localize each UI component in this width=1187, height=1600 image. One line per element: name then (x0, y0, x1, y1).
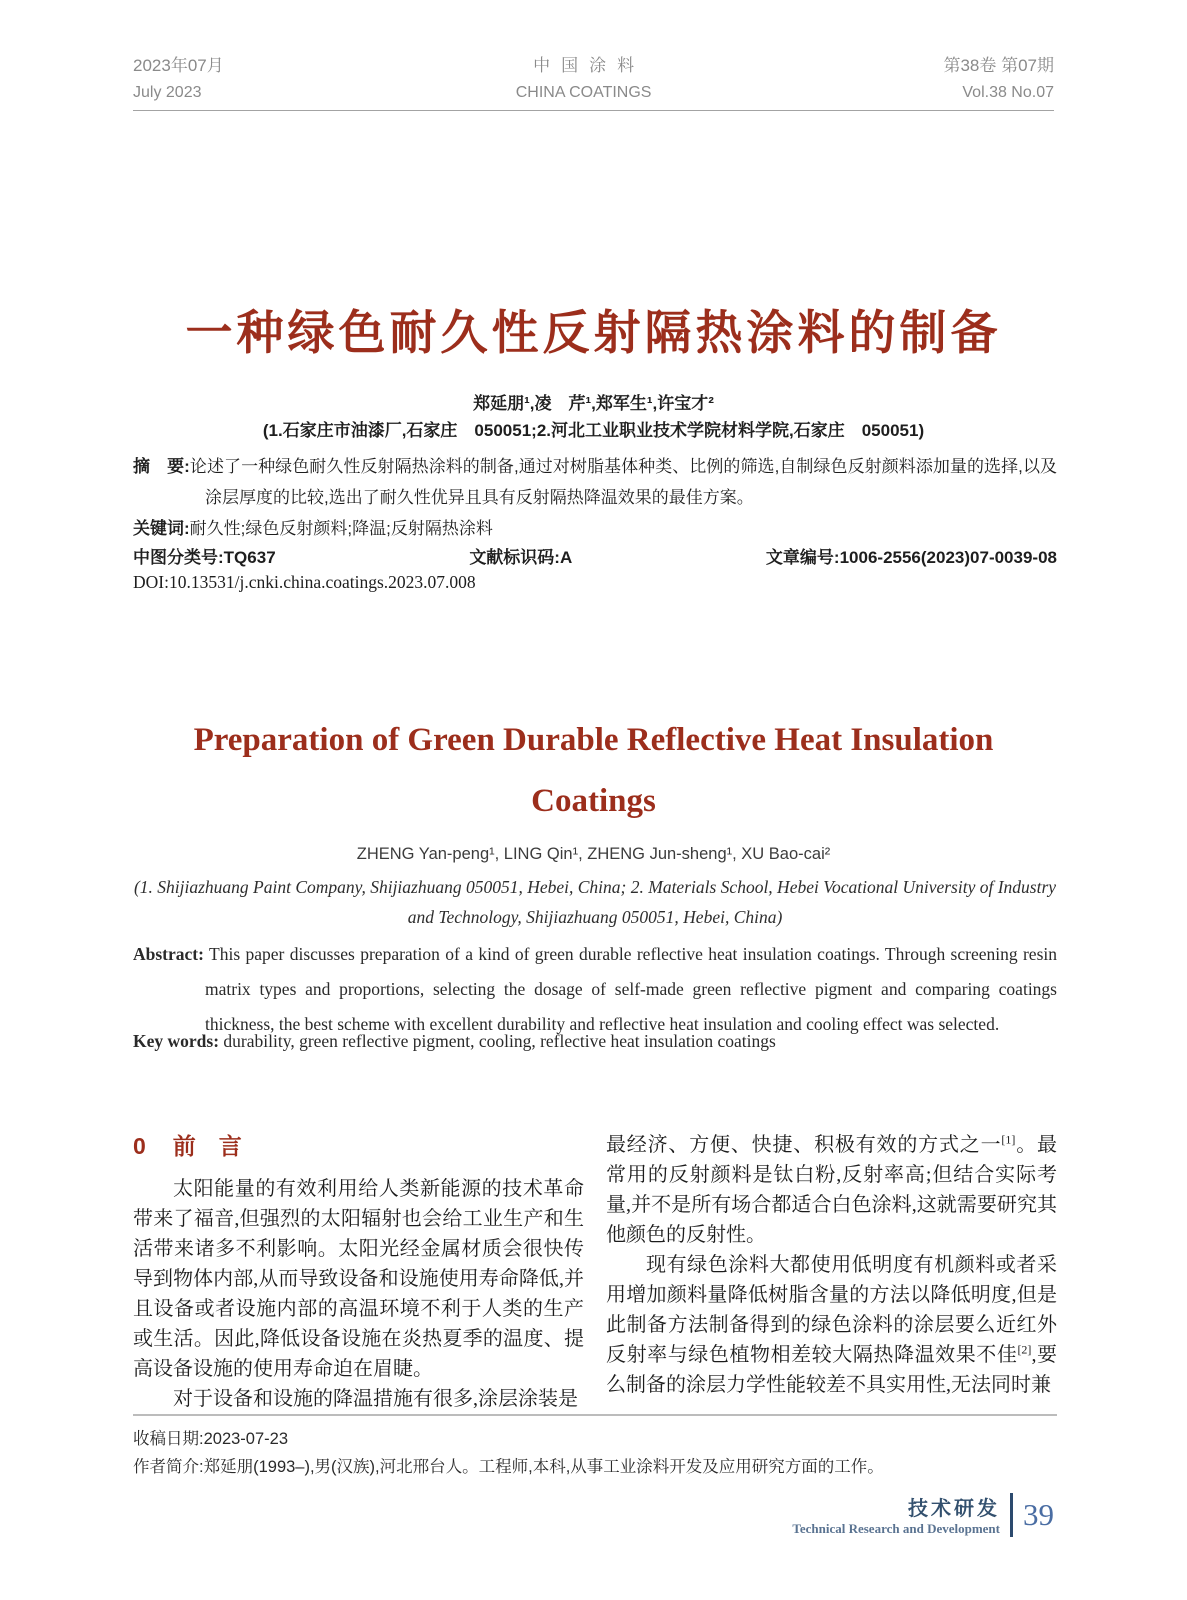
document-code-label: 文献标识码: (469, 548, 560, 567)
keywords-cn (133, 514, 1057, 539)
paragraph-intro-3-text-a: 最经济、方便、快捷、积极有效的方式之一 (606, 1134, 1002, 1156)
abstract-cn-label: 摘 要: (133, 457, 190, 476)
article-title-en-line1: Preparation of Green Durable Reflective Heat Insulation (193, 722, 994, 758)
document-code-value: A (559, 548, 573, 567)
abstract-en-text: This paper discusses preparation of a kind of green durable reflective heat insulation coatings. Through screening resin matrix types and proportions, selecting the dosage of self-made green reflective pigment and comparing coatings thickness, the best scheme with excellent durability and reflective heat insulation and cooling effect was selected. (205, 944, 1057, 1034)
article-title-en-line2: Coatings (531, 783, 656, 819)
document-code (469, 543, 572, 568)
received-date (133, 1425, 1057, 1453)
paragraph-intro-3-text-b: 。最常用的反射颜料是钛白粉,反射率高;但结合实际考量,并不是所有场合都适合白色涂料,这就需要研究其他颜色的反射性。 (606, 1134, 1058, 1246)
clc-number (133, 543, 276, 568)
journal-name-en: CHINA COATINGS (515, 84, 652, 101)
volume-issue-en: Vol.38 No.07 (962, 84, 1054, 101)
body-columns (133, 1130, 1057, 1414)
article-id (766, 543, 1057, 568)
paragraph-intro-1: 太阳能量的有效利用给人类新能源的技术革命带来了福音,但强烈的太阳辐射也会给工业生产和生活带来诸多不利影响。太阳光经金属材质会很快传导到物体内部,从而导致设备和设施使用寿命降低,并且设备或者设施内部的高温环境不利于人类的生产或生活。因此,降低设备设施在炎热夏季的温度、提高设备设施的使用寿命迫在眉睫。 (133, 1178, 584, 1380)
page-number: 39 (1023, 1496, 1054, 1532)
paragraph-intro-4-text-a: 现有绿色涂料大都使用低明度有机颜料或者采用增加颜料量降低树脂含量的方法以降低明度,但是此制备方法制备得到的绿色涂料的涂层要么近红外反射率与绿色植物相差较大隔热降温效果不佳 (606, 1254, 1057, 1366)
author-bio-label: 作者简介: (133, 1458, 204, 1476)
header-volume-issue (943, 52, 1054, 106)
authors-en: ZHENG Yan-peng¹, LING Qin¹, ZHENG Jun-sheng¹, XU Bao-cai² (356, 845, 831, 863)
reference-marker-2: [2] (1017, 1342, 1032, 1357)
keywords-en-label: Key words: (133, 1031, 220, 1051)
section-number: 0 (133, 1133, 146, 1159)
clc-value: TQ637 (223, 548, 276, 567)
affiliation-cn: (1.石家庄市油漆厂,石家庄 050051;2.河北工业职业技术学院材料学院,石家庄 050051) (262, 421, 925, 440)
footer-section (792, 1492, 1000, 1537)
abstract-cn (133, 451, 1057, 513)
keywords-cn-text: 耐久性;绿色反射颜料;降温;反射隔热涂料 (189, 519, 493, 538)
classification-row (133, 543, 1057, 568)
section-heading (133, 1131, 584, 1161)
author-bio-value: 郑延朋(1993–),男(汉族),河北邢台人。工程师,本科,从事工业涂料开发及应用研究方面的工作。 (203, 1458, 884, 1476)
journal-name-cn: 中国涂料 (533, 56, 646, 75)
keywords-en-text: durability, green reflective pigment, cooling, reflective heat insulation coatings (223, 1031, 776, 1051)
doi: DOI:10.13531/j.cnki.china.coatings.2023.07.008 (133, 572, 476, 592)
author-bio (133, 1453, 1057, 1481)
paragraph-intro-4-text-b: ,要么制备的涂层力学性能较差不具实用性,无法同时兼 (606, 1344, 1058, 1396)
journal-header (133, 52, 1054, 106)
article-id-value: 1006-2556(2023)07-0039-08 (839, 548, 1057, 567)
right-column (606, 1130, 1057, 1414)
issue-date-en: July 2023 (133, 84, 202, 101)
affiliation-en: (1. Shijiazhuang Paint Company, Shijiazhuang 050051, Hebei, China; 2. Materials School, Hebei Vocational University of Industry and Technology, Shijiazhuang 050051, Hebei, China) (133, 877, 1057, 927)
header-issue-date (133, 52, 224, 106)
left-column (133, 1130, 584, 1414)
abstract-en (133, 937, 1057, 1042)
reference-marker-1: [1] (1001, 1132, 1016, 1147)
article-id-label: 文章编号: (765, 548, 840, 567)
page-footer (792, 1492, 1054, 1537)
authors-cn: 郑延朋¹,凌 芹¹,郑军生¹,许宝才² (473, 394, 714, 413)
paragraph-intro-2: 对于设备和设施的降温措施有很多,涂层涂装是 (173, 1388, 578, 1410)
received-date-label: 收稿日期: (133, 1430, 204, 1448)
paragraph-intro-3 (606, 1130, 1057, 1250)
issue-date-cn: 2023年07月 (133, 56, 224, 75)
keywords-cn-label: 关键词: (133, 519, 190, 538)
keywords-en (133, 1031, 1057, 1052)
article-title-cn: 一种绿色耐久性反射隔热涂料的制备 (185, 306, 1002, 359)
received-date-value: 2023-07-23 (203, 1430, 288, 1448)
footer-divider-bar (1010, 1493, 1013, 1537)
clc-label: 中图分类号: (133, 548, 224, 567)
article-title-en (60, 710, 1127, 832)
abstract-cn-text: 论述了一种绿色耐久性反射隔热涂料的制备,通过对树脂基体种类、比例的筛选,自制绿色反射颜料添加量的选择,以及涂层厚度的比较,选出了耐久性优异且具有反射隔热降温效果的最佳方案。 (189, 457, 1057, 507)
abstract-en-label: Abstract: (133, 944, 204, 964)
volume-issue-cn: 第38卷 第07期 (943, 56, 1054, 75)
section-title: 前 言 (172, 1133, 242, 1159)
footer-section-cn: 技术研发 (908, 1498, 1000, 1520)
header-divider (133, 110, 1054, 111)
paragraph-intro-4 (606, 1250, 1057, 1400)
header-journal-name (516, 52, 652, 106)
footnote (133, 1414, 1057, 1481)
footer-section-en: Technical Research and Development (792, 1521, 1000, 1536)
